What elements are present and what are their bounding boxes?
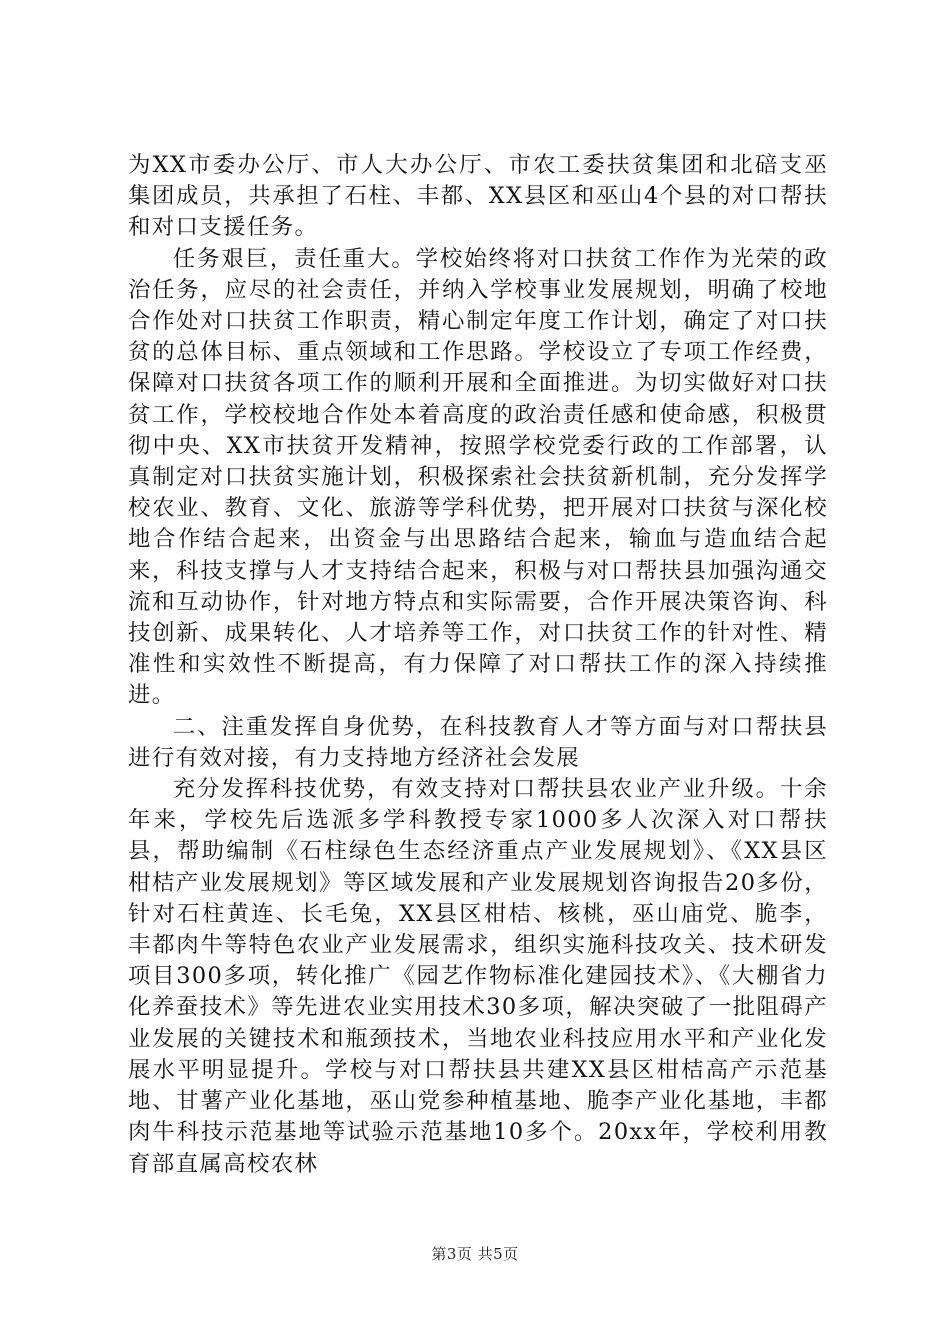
paragraph-1: 为XX市委办公厅、市人大办公厅、市农工委扶贫集团和北碚支巫集团成员，共承担了石柱、丰都、XX县区和巫山4个县的对口帮扶和对口支援任务。 <box>128 152 828 241</box>
paragraph-3: 充分发挥科技优势，有效支持对口帮扶县农业产业升级。十余年来，学校先后选派多学科教授专家1000多人次深入对口帮扶县，帮助编制《石柱绿色生态经济重点产业发展规划》、《XX县区柑桔产业发展规划》等区域发展和产业发展规划咨询报告20多份，针对石柱黄连、长毛兔，XX县区柑桔、核桃，巫山庙党、脆李，丰都肉牛等特色农业产业发展需求，组织实施科技攻关、技术研发项目300多项，转化推广《园艺作物标准化建园技术》、《大棚省力化养蚕技术》等先进农业实用技术30多项，解决突破了一批阻碍产业发展的关键技术和瓶颈技术，当地农业科技应用水平和产业化发展水平明显提升。学校与对口帮扶县共建XX县区柑桔高产示范基地、甘薯产业化基地，巫山党参种植基地、脆李产业化基地，丰都肉牛科技示范基地等试验示范基地10多个。20xx年，学校利用教育部直属高校农林 <box>128 776 828 1177</box>
page-footer: 第3页 共5页 <box>431 1245 519 1263</box>
section-heading-2: 二、注重发挥自身优势，在科技教育人才等方面与对口帮扶县进行有效对接，有力支持地方经济社会发展 <box>128 713 828 771</box>
document-body <box>128 150 828 1180</box>
paragraph-2: 任务艰巨，责任重大。学校始终将对口扶贫工作作为光荣的政治任务，应尽的社会责任，并纳入学校事业发展规划，明确了校地合作处对口扶贫工作职责，精心制定年度工作计划，确定了对口扶贫的总体目标、重点领域和工作思路。学校设立了专项工作经费，保障对口扶贫各项工作的顺利开展和全面推进。为切实做好对口扶贫工作，学校校地合作处本着高度的政治责任感和使命感，积极贯彻中央、XX市扶贫开发精神，按照学校党委行政的工作部署，认真制定对口扶贫实施计划，积极探索社会扶贫新机制，充分发挥学校农业、教育、文化、旅游等学科优势，把开展对口扶贫与深化校地合作结合起来，出资金与出思路结合起来，输血与造血结合起来，科技支撑与人才支持结合起来，积极与对口帮扶县加强沟通交流和互动协作，针对地方特点和实际需要，合作开展决策咨询、科技创新、成果转化、人才培养等工作，对口扶贫工作的针对性、精准性和实效性不断提高，有力保障了对口帮扶工作的深入持续推进。 <box>128 245 828 709</box>
